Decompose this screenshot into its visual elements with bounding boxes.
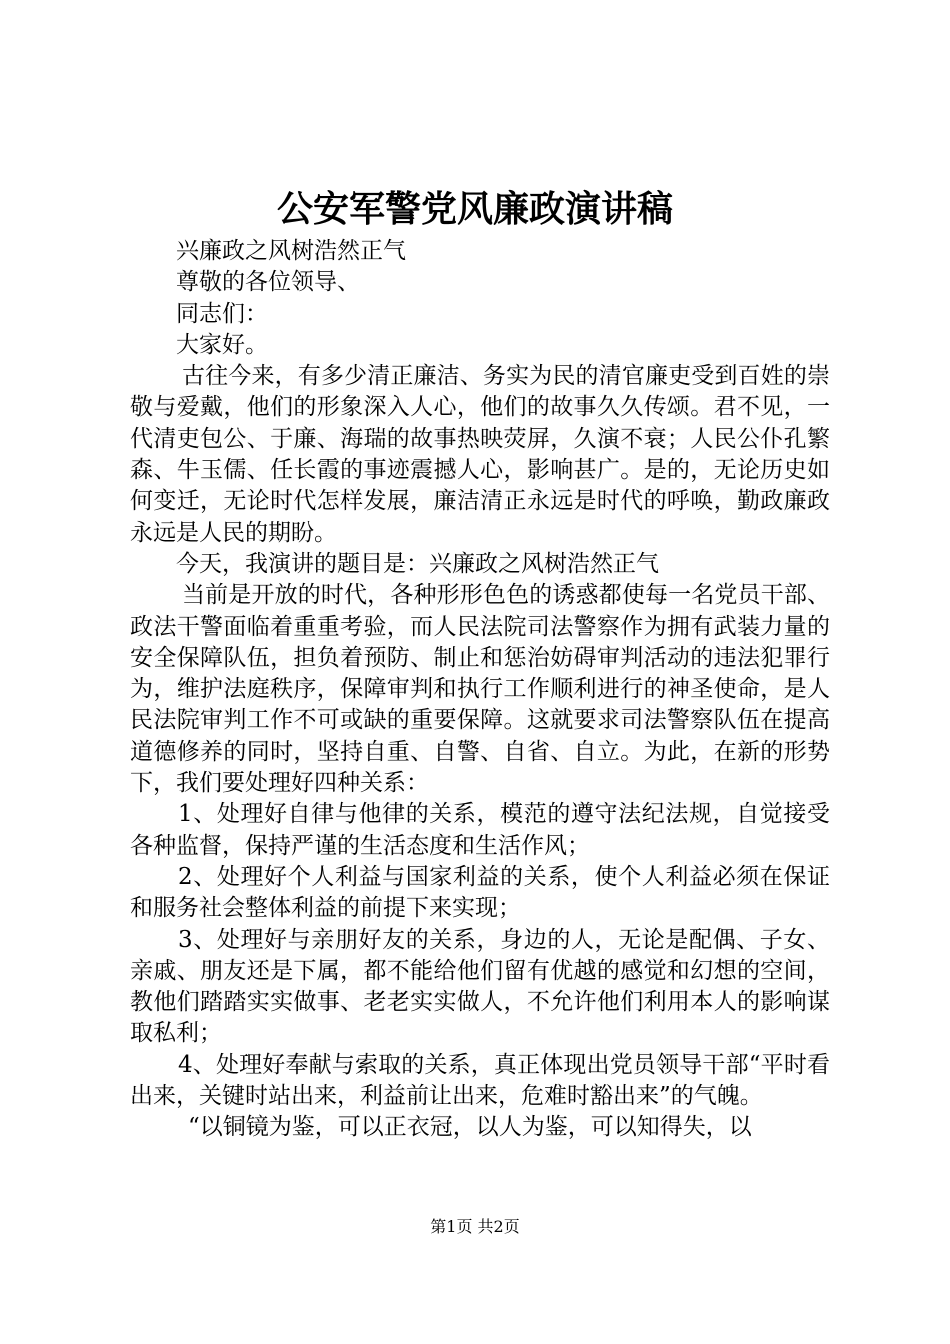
paragraph-context: 当前是开放的时代，各种形形色色的诱惑都使每一名党员干部、政法干警面临着重重考验，而人民法院司法警察作为拥有武装力量的安全保障队伍，担负着预防、制止和惩治妨碍审判活动的违法犯罪行为，维护法庭秩序，保障审判和执行工作顺利进行的神圣使命，是人民法院审判工作不可或缺的重要保障。这就要求司法警察队伍在提高道德修养的同时，坚持自重、自警、自省、自立。为此，在新的形势下，我们要处理好四种关系： (130, 582, 830, 797)
paragraph-quote: “以铜镜为鉴，可以正衣冠，以人为鉴，可以知得失，以 (188, 1114, 752, 1141)
paragraph-intro: 古往今来，有多少清正廉洁、务实为民的清官廉吏受到百姓的崇敬与爱戴，他们的形象深入人心，他们的故事久久传颂。君不见，一代清吏包公、于廉、海瑞的故事热映荧屏，久演不衰；人民公仆孔繁森、牛玉儒、任长霞的事迹震撼人心，影响甚广。是的，无论历史如何变迁，无论时代怎样发展，廉洁清正永远是时代的呼唤，勤政廉政永远是人民的期盼。 (130, 363, 830, 546)
list-item-1: 1、处理好自律与他律的关系，模范的遵守法纪法规，自觉接受各种监督，保持严谨的生活态度和生活作风； (130, 801, 830, 859)
paragraph-topic: 今天，我演讲的题目是：兴廉政之风树浩然正气 (176, 550, 659, 577)
list-item-3: 3、处理好与亲朋好友的关系，身边的人，无论是配偶、子女、亲戚、朋友还是下属，都不能给他们留有优越的感觉和幻想的空间，教他们踏踏实实做事、老老实实做人，不允许他们利用本人的影响谋取私利； (130, 926, 830, 1047)
salutation-leaders: 尊敬的各位领导、 (176, 269, 360, 296)
list-item-4: 4、处理好奉献与索取的关系，真正体现出党员领导干部“平时看出来，关键时站出来，利益前让出来，危难时豁出来”的气魄。 (130, 1051, 830, 1110)
speech-subtitle: 兴廉政之风树浩然正气 (176, 238, 406, 264)
document-body (130, 236, 830, 1144)
document-title: 公安军警党风廉政演讲稿 (276, 188, 673, 230)
page-footer: 第1页 共2页 (430, 1217, 520, 1236)
list-item-2: 2、处理好个人利益与国家利益的关系，使个人利益必须在保证和服务社会整体利益的前提下来实现； (130, 863, 830, 922)
greeting: 大家好。 (176, 331, 268, 358)
salutation-comrades: 同志们： (176, 300, 268, 327)
